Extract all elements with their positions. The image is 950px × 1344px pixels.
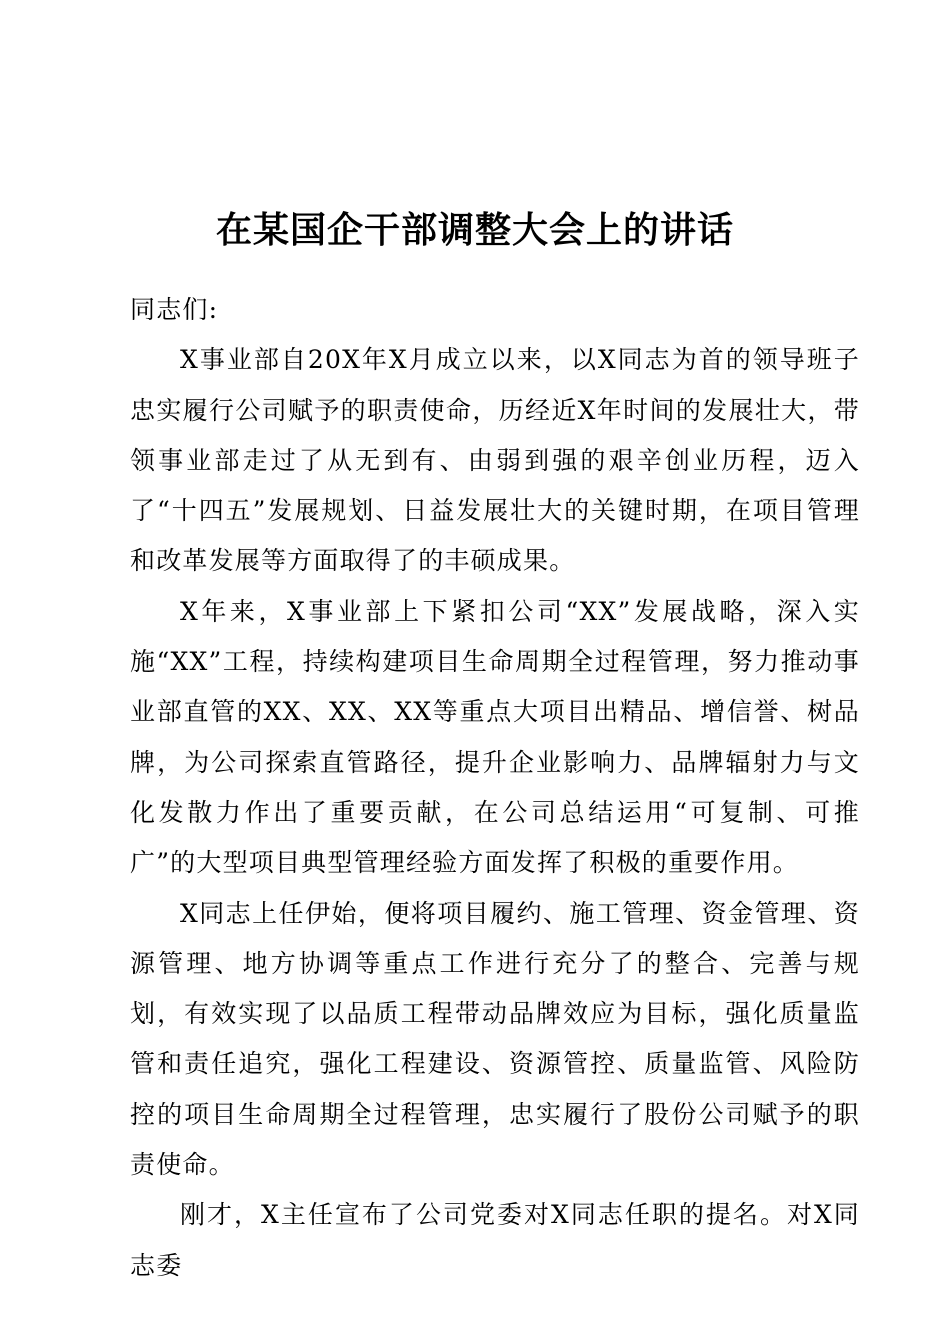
paragraph-3: X同志上任伊始，便将项目履约、施工管理、资金管理、资源管理、地方协调等重点工作进行充分了的整合、完善与规划，有效实现了以品质工程带动品牌效应为目标，强化质量监管和责任追究，强化工程建设、资源管控、质量监管、风险防控的项目生命周期全过程管理，忠实履行了股份公司赋予的职责使命。 bbox=[130, 898, 860, 1180]
document-title: 在某国企干部调整大会上的讲话 bbox=[215, 209, 734, 251]
paragraph-1: X事业部自20X年X月成立以来，以X同志为首的领导班子忠实履行公司赋予的职责使命，历经近X年时间的发展壮大，带领事业部走过了从无到有、由弱到强的艰辛创业历程，迈入了“十四五”发展规划、日益发展壮大的关键时期，在项目管理和改革发展等方面取得了的丰硕成果。 bbox=[130, 345, 860, 576]
paragraph-4: 刚才，X主任宣布了公司党委对X同志任职的提名。对X同志委 bbox=[130, 1200, 860, 1280]
document-body bbox=[130, 285, 860, 1291]
paragraph-2: X年来，X事业部上下紧扣公司“XX”发展战略，深入实施“XX”工程，持续构建项目生命周期全过程管理，努力推动事业部直管的XX、XX、XX等重点大项目出精品、增信誉、树品牌，为公司探索直管路径，提升企业影响力、品牌辐射力与文化发散力作出了重要贡献，在公司总结运用“可复制、可推广”的大型项目典型管理经验方面发挥了积极的重要作用。 bbox=[130, 596, 860, 878]
salutation: 同志们: bbox=[130, 295, 219, 324]
